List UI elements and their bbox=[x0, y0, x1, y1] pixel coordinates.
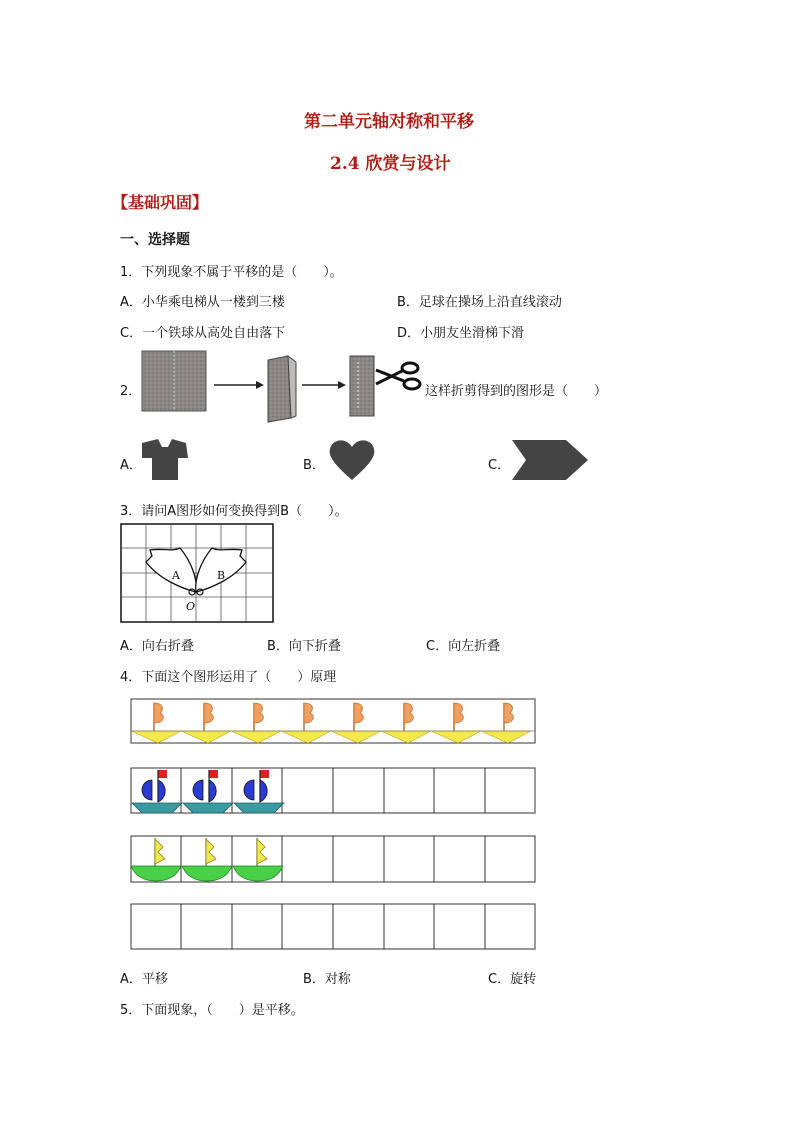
cut-paper bbox=[350, 356, 374, 416]
q3-option-a: A．向右折叠 bbox=[120, 639, 194, 654]
q2-option-c: C． bbox=[488, 458, 511, 473]
q1-stem: 1．下列现象不属于平移的是（ ）。 bbox=[120, 265, 343, 280]
strip-yellow-boats bbox=[131, 836, 535, 882]
q2-option-a: A． bbox=[120, 458, 142, 473]
folded-paper bbox=[268, 356, 296, 422]
q2-stem: 这样折剪得到的图形是（ ） bbox=[425, 384, 608, 399]
q2-option-b: B． bbox=[303, 458, 325, 473]
q2-number: 2． bbox=[120, 384, 142, 399]
label-b: B bbox=[217, 569, 226, 582]
q1-option-a: A．小华乘电梯从一楼到三楼 bbox=[120, 295, 285, 310]
label-a: A bbox=[172, 569, 180, 582]
unit-title: 第二单元轴对称和平移 bbox=[304, 112, 474, 132]
q1-option-d: D．小朋友坐滑梯下滑 bbox=[397, 326, 525, 341]
label-o: O bbox=[186, 600, 196, 613]
paper-sheet bbox=[142, 351, 206, 411]
scissors-icon bbox=[376, 363, 420, 389]
strip-flags bbox=[131, 699, 535, 743]
q5-stem: 5．下面现象，（ ）是平移。 bbox=[120, 1003, 304, 1018]
arrow-right-icon bbox=[214, 381, 264, 389]
q3-option-b: B．向下折叠 bbox=[267, 639, 341, 654]
q1-option-b: B．足球在操场上沿直线滚动 bbox=[397, 295, 562, 310]
q3-option-c: C．向左折叠 bbox=[426, 639, 501, 654]
arrow-right-icon bbox=[302, 381, 346, 389]
q4-option-a: A．平移 bbox=[120, 972, 168, 987]
q1-option-c: C．一个铁球从高处自由落下 bbox=[120, 326, 286, 341]
q4-option-c: C．旋转 bbox=[488, 972, 537, 987]
tshirt-shape bbox=[142, 439, 188, 480]
strip-blue-boats bbox=[131, 768, 535, 813]
q3-grid-figure bbox=[121, 524, 273, 622]
q3-stem: 3．请问A图形如何变换得到B（ ）。 bbox=[120, 504, 348, 519]
lesson-title: 2.4 欣赏与设计 bbox=[330, 154, 451, 174]
section-label: 【基础巩固】 bbox=[112, 193, 209, 212]
part-heading: 一、选择题 bbox=[120, 232, 190, 248]
q4-option-b: B．对称 bbox=[303, 972, 351, 987]
heart-shape bbox=[330, 440, 375, 480]
q4-stem: 4．下面这个图形运用了（ ）原理 bbox=[120, 670, 337, 685]
strip-empty bbox=[131, 904, 535, 949]
arrow-chevron-shape bbox=[512, 440, 588, 480]
